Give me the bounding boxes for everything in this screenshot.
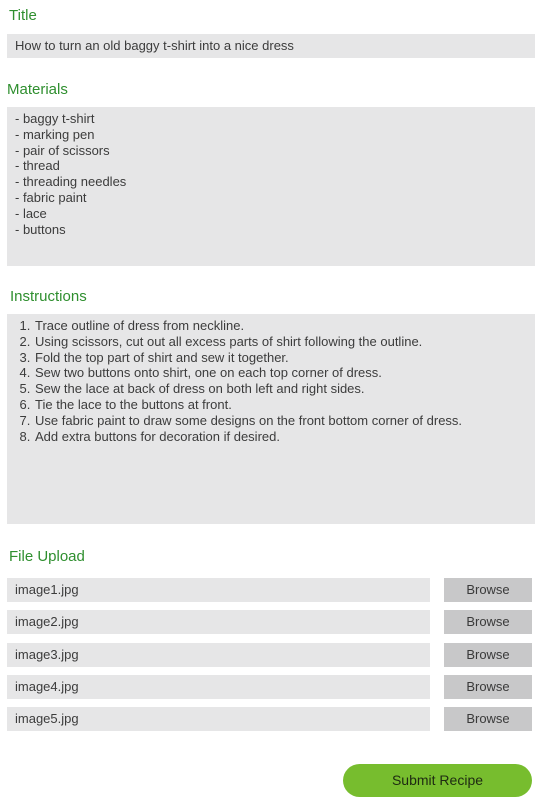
material-item: - baggy t-shirt — [15, 111, 95, 126]
file-upload-label: File Upload — [9, 548, 85, 565]
instruction-step: 5. Sew the lace at back of dress on both left and right sides. — [34, 381, 527, 397]
material-item: - buttons — [15, 221, 66, 237]
material-item: - marking pen — [15, 126, 95, 142]
browse-button[interactable]: Browse — [444, 610, 532, 634]
instruction-step: 4. Sew two buttons onto shirt, one on each top corner of dress. — [34, 365, 527, 381]
file-row-3 — [7, 643, 532, 667]
file-row-5 — [7, 707, 532, 731]
file-name-input[interactable]: image5.jpg — [7, 707, 430, 731]
material-item: - fabric paint — [15, 189, 87, 205]
file-row-2 — [7, 610, 532, 634]
title-input[interactable]: How to turn an old baggy t-shirt into a nice dress — [7, 34, 535, 58]
material-item: - threading needles — [15, 174, 127, 190]
instruction-step: 7. Use fabric paint to draw some designs on the front bottom corner of dress. — [34, 413, 527, 429]
instructions-label: Instructions — [10, 288, 87, 305]
material-item: - thread — [15, 158, 60, 174]
instructions-textarea[interactable] — [7, 314, 535, 524]
browse-button[interactable]: Browse — [444, 643, 532, 667]
instruction-step: 1. Trace outline of dress from neckline. — [34, 318, 527, 334]
file-name-input[interactable]: image3.jpg — [7, 643, 430, 667]
instruction-step: 3. Fold the top part of shirt and sew it together. — [34, 350, 527, 366]
file-name-input[interactable]: image2.jpg — [7, 610, 430, 634]
file-name-input[interactable]: image4.jpg — [7, 675, 430, 699]
browse-button[interactable]: Browse — [444, 578, 532, 602]
file-name-input[interactable]: image1.jpg — [7, 578, 430, 602]
material-item: - pair of scissors — [15, 142, 110, 158]
title-label: Title — [9, 7, 37, 24]
submit-recipe-button[interactable]: Submit Recipe — [343, 764, 532, 797]
materials-label: Materials — [7, 81, 68, 98]
materials-textarea[interactable] — [7, 107, 535, 266]
instruction-step: 6. Tie the lace to the buttons at front. — [34, 397, 527, 413]
instruction-step: 2. Using scissors, cut out all excess parts of shirt following the outline. — [34, 334, 527, 350]
instruction-step: 8. Add extra buttons for decoration if desired. — [34, 429, 527, 445]
browse-button[interactable]: Browse — [444, 707, 532, 731]
browse-button[interactable]: Browse — [444, 675, 532, 699]
material-item: - lace — [15, 205, 47, 221]
file-row-1 — [7, 578, 532, 602]
file-row-4 — [7, 675, 532, 699]
